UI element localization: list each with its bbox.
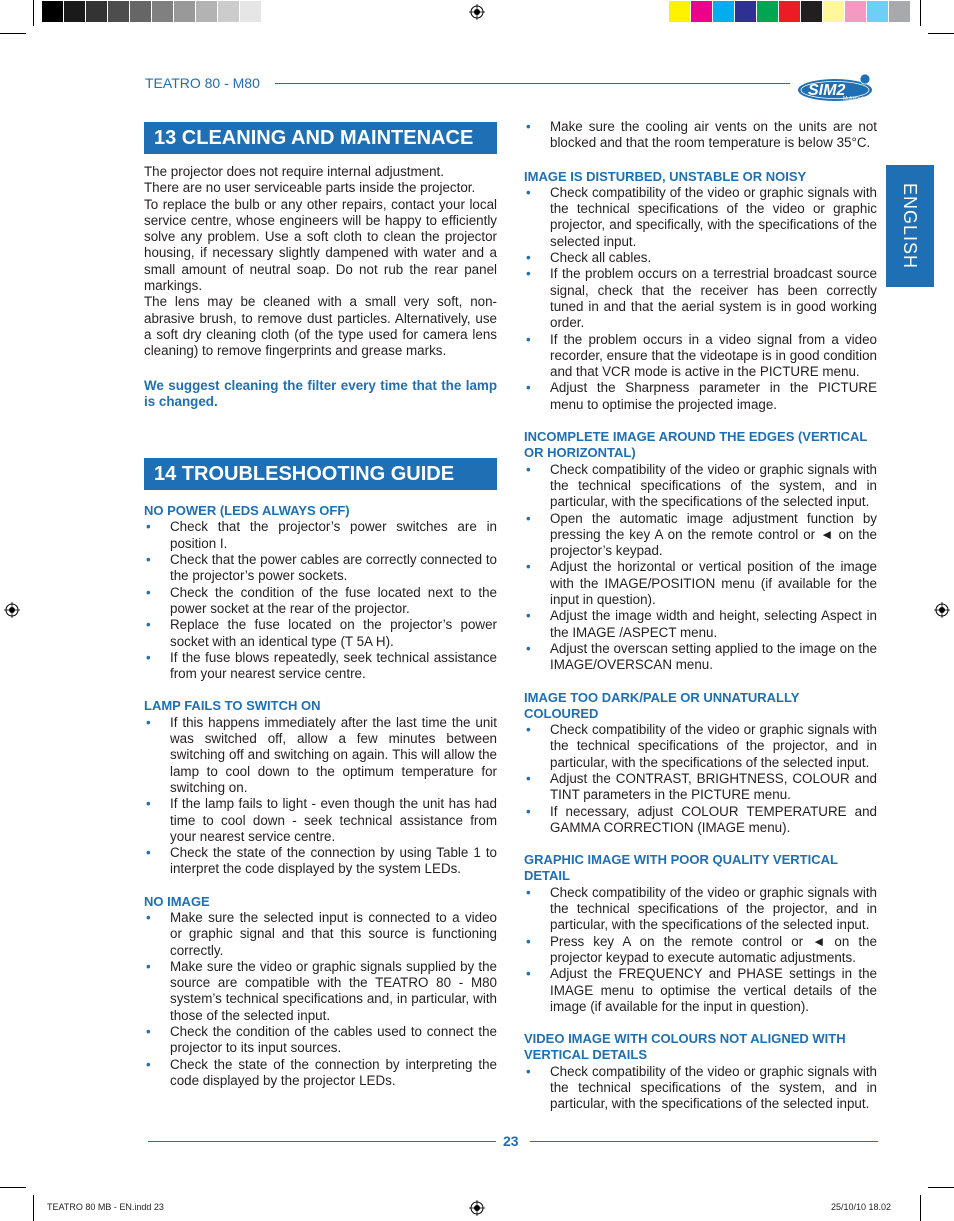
color-swatch xyxy=(130,1,152,22)
svg-text:SIM2: SIM2 xyxy=(808,82,846,99)
color-swatch xyxy=(801,1,823,22)
paragraph: The projector does not require internal adjustment. xyxy=(144,164,444,179)
list-item: • Adjust the horizontal or vertical position of the image with the IMAGE/POSITION menu (if available for the input in question). xyxy=(524,559,877,608)
list-item: • Press key A on the remote control or ◄ on the projector keypad to execute automatic adjustments. xyxy=(524,934,877,967)
list-item: • Check the condition of the fuse located next to the power socket at the rear of the projector. xyxy=(144,585,497,618)
registration-mark-icon xyxy=(4,602,20,618)
crop-mark xyxy=(920,0,921,26)
section-13-heading: 13 CLEANING AND MAINTENACE xyxy=(144,122,497,154)
subheading-no-power: NO POWER (LEDS ALWAYS OFF) xyxy=(144,503,350,519)
list-item: • Check that the power cables are correctly connected to the projector’s power sockets. xyxy=(144,552,497,585)
paragraph: The lens may be cleaned with a small very soft, non-abrasive brush, to remove dust particles. Alternatively, use a soft dry cleaning cloth (of the type used for camera lens cleaning) to remove fingerprints and grease marks. xyxy=(144,294,497,359)
subheading-lamp: LAMP FAILS TO SWITCH ON xyxy=(144,698,321,714)
list-item: • Adjust the image width and height, selecting Aspect in the IMAGE /ASPECT menu. xyxy=(524,608,877,641)
color-swatch xyxy=(108,1,130,22)
list-item: • Make sure the selected input is connected to a video or graphic signal and that this source is functioning correctly. xyxy=(144,910,497,959)
color-swatch xyxy=(240,1,262,22)
crop-mark xyxy=(33,1195,34,1221)
subheading-dark: IMAGE TOO DARK/PALE OR UNNATURALLY COLOURED xyxy=(524,689,800,721)
list-item: • Adjust the Sharpness parameter in the PICTURE menu to optimise the projected image. xyxy=(524,380,877,413)
color-swatch xyxy=(867,1,889,22)
color-swatch xyxy=(823,1,845,22)
list-item: • Check the state of the connection by interpreting the code displayed by the projector LEDs. xyxy=(144,1057,497,1090)
svg-text:Multimedia: Multimedia xyxy=(843,96,868,102)
header-rule xyxy=(275,83,790,84)
registration-mark-icon xyxy=(469,4,485,20)
right-column xyxy=(524,119,877,1113)
subheading-incomplete: INCOMPLETE IMAGE AROUND THE EDGES (VERTICAL OR HORIZONTAL) xyxy=(524,429,868,461)
slug-date-time: 25/10/10 18.02 xyxy=(831,1202,892,1212)
color-swatch xyxy=(218,1,240,22)
language-tab: ENGLISH xyxy=(886,165,934,287)
list-item: • If this happens immediately after the last time the unit was switched off, allow a few minutes between switching off and switching on again. This will allow the lamp to cool down to the optimum temperature for switching on. xyxy=(144,715,497,796)
list-item: • Adjust the overscan setting applied to the image on the IMAGE/OVERSCAN menu. xyxy=(524,641,877,674)
color-swatch xyxy=(757,1,779,22)
crop-mark xyxy=(0,33,26,34)
bullet-list xyxy=(524,1064,877,1113)
filter-note: We suggest cleaning the filter every time that the lamp is changed. xyxy=(144,377,497,409)
bullet-list xyxy=(144,910,497,1089)
subheading-colours: VIDEO IMAGE WITH COLOURS NOT ALIGNED WITH VERTICAL DETAILS xyxy=(524,1031,846,1063)
crop-mark xyxy=(928,1187,954,1188)
list-item: • Open the automatic image adjustment function by pressing the key A on the remote control or ◄ on the projector’s keypad. xyxy=(524,511,877,560)
color-swatch xyxy=(713,1,735,22)
sim2-logo xyxy=(797,73,877,103)
list-item: • Check all cables. xyxy=(524,250,877,266)
color-swatch xyxy=(196,1,218,22)
running-header-title: TEATRO 80 - M80 xyxy=(145,75,260,91)
list-item: • Replace the fuse located on the projector’s power socket with an identical type (T 5A H). xyxy=(144,617,497,650)
subheading-graphic: GRAPHIC IMAGE WITH POOR QUALITY VERTICAL DETAIL xyxy=(524,852,838,884)
list-item: • If the problem occurs in a video signal from a video recorder, ensure that the videotape is in good condition and that VCR mode is active in the PICTURE menu. xyxy=(524,332,877,381)
paragraph: To replace the bulb or any other repairs, contact your local service centre, whose engineers will be happy to efficiently solve any problem. Use a soft cloth to clean the projector housing, if necessary slightly dampened with water and a small amount of neutral soap. Do not rub the rear panel markings. xyxy=(144,196,497,294)
list-item: • Make sure the video or graphic signals supplied by the source are compatible with the TEATRO 80 - M80 system’s technical specifications and, in particular, with those of the selected input. xyxy=(144,959,497,1024)
list-item: • Make sure the cooling air vents on the units are not blocked and that the room temperature is below 35°C. xyxy=(524,119,877,152)
color-swatch xyxy=(691,1,713,22)
list-item: • Adjust the CONTRAST, BRIGHTNESS, COLOUR and TINT parameters in the PICTURE menu. xyxy=(524,771,877,804)
list-item: • Check the condition of the cables used to connect the projector to its input sources. xyxy=(144,1024,497,1057)
list-item: • Check compatibility of the video or graphic signals with the technical specifications of the projector, and in particular, with the specifications of the selected input. xyxy=(524,885,877,934)
list-item: • If the fuse blows repeatedly, seek technical assistance from your nearest service centre. xyxy=(144,650,497,683)
left-column xyxy=(144,119,497,1089)
bullet-list xyxy=(524,462,877,674)
list-item: • If the problem occurs on a terrestrial broadcast source signal, check that the receiver has been correctly tuned in and that the aerial system is in good working order. xyxy=(524,266,877,331)
color-swatch xyxy=(669,1,691,22)
bullet-list xyxy=(144,715,497,878)
list-item: • If necessary, adjust COLOUR TEMPERATURE and GAMMA CORRECTION (IMAGE menu). xyxy=(524,804,877,837)
slug-file-info: TEATRO 80 MB - EN.indd 23 xyxy=(47,1202,164,1212)
list-item: • Check compatibility of the video or graphic signals with the technical specifications of the system, and in particular, with the specifications of the selected input. xyxy=(524,462,877,511)
color-swatch xyxy=(64,1,86,22)
crop-mark xyxy=(920,1195,921,1221)
footer-rule-right xyxy=(530,1141,878,1142)
color-swatch xyxy=(152,1,174,22)
bullet-list xyxy=(144,519,497,682)
color-swatch xyxy=(174,1,196,22)
crop-mark xyxy=(33,0,34,26)
list-item: • Check compatibility of the video or graphic signals with the technical specifications of the projector, and in particular, with the specifications of the selected input. xyxy=(524,722,877,771)
list-item: • Check the state of the connection by using Table 1 to interpret the code displayed by the system LEDs. xyxy=(144,845,497,878)
list-item: • Check compatibility of the video or graphic signals with the technical specifications of the video or graphic projector, and specifically, with the specifications of the selected input. xyxy=(524,185,877,250)
bullet-list xyxy=(524,885,877,1015)
registration-mark-icon xyxy=(934,602,950,618)
crop-mark xyxy=(928,33,954,34)
bullet-list xyxy=(524,119,877,152)
paragraph: There are no user serviceable parts inside the projector. xyxy=(144,180,476,196)
process-color-bar xyxy=(669,1,911,22)
footer-rule-left xyxy=(148,1141,496,1142)
list-item: • Check that the projector’s power switches are in position I. xyxy=(144,519,497,552)
color-swatch xyxy=(262,1,284,22)
bullet-list xyxy=(524,722,877,836)
subheading-disturbed: IMAGE IS DISTURBED, UNSTABLE OR NOISY xyxy=(524,168,807,184)
bullet-list xyxy=(524,185,877,413)
color-swatch xyxy=(779,1,801,22)
color-swatch xyxy=(845,1,867,22)
list-item: • Adjust the FREQUENCY and PHASE settings in the IMAGE menu to optimise the vertical details of the image (if available for the input in question). xyxy=(524,966,877,1015)
color-swatch xyxy=(86,1,108,22)
color-swatch xyxy=(889,1,911,22)
color-swatch xyxy=(42,1,64,22)
page-number: 23 xyxy=(503,1133,519,1149)
list-item: • If the lamp fails to light - even though the unit has had time to cool down - seek technical assistance from your nearest service centre. xyxy=(144,796,497,845)
list-item: • Check compatibility of the video or graphic signals with the technical specifications of the system, and in particular, with the specifications of the selected input. xyxy=(524,1064,877,1113)
grayscale-color-bar xyxy=(42,1,284,22)
registration-mark-icon xyxy=(469,1200,485,1216)
crop-mark xyxy=(0,1187,26,1188)
color-swatch xyxy=(735,1,757,22)
section-14-heading: 14 TROUBLESHOOTING GUIDE xyxy=(144,458,497,490)
subheading-no-image: NO IMAGE xyxy=(144,893,210,909)
